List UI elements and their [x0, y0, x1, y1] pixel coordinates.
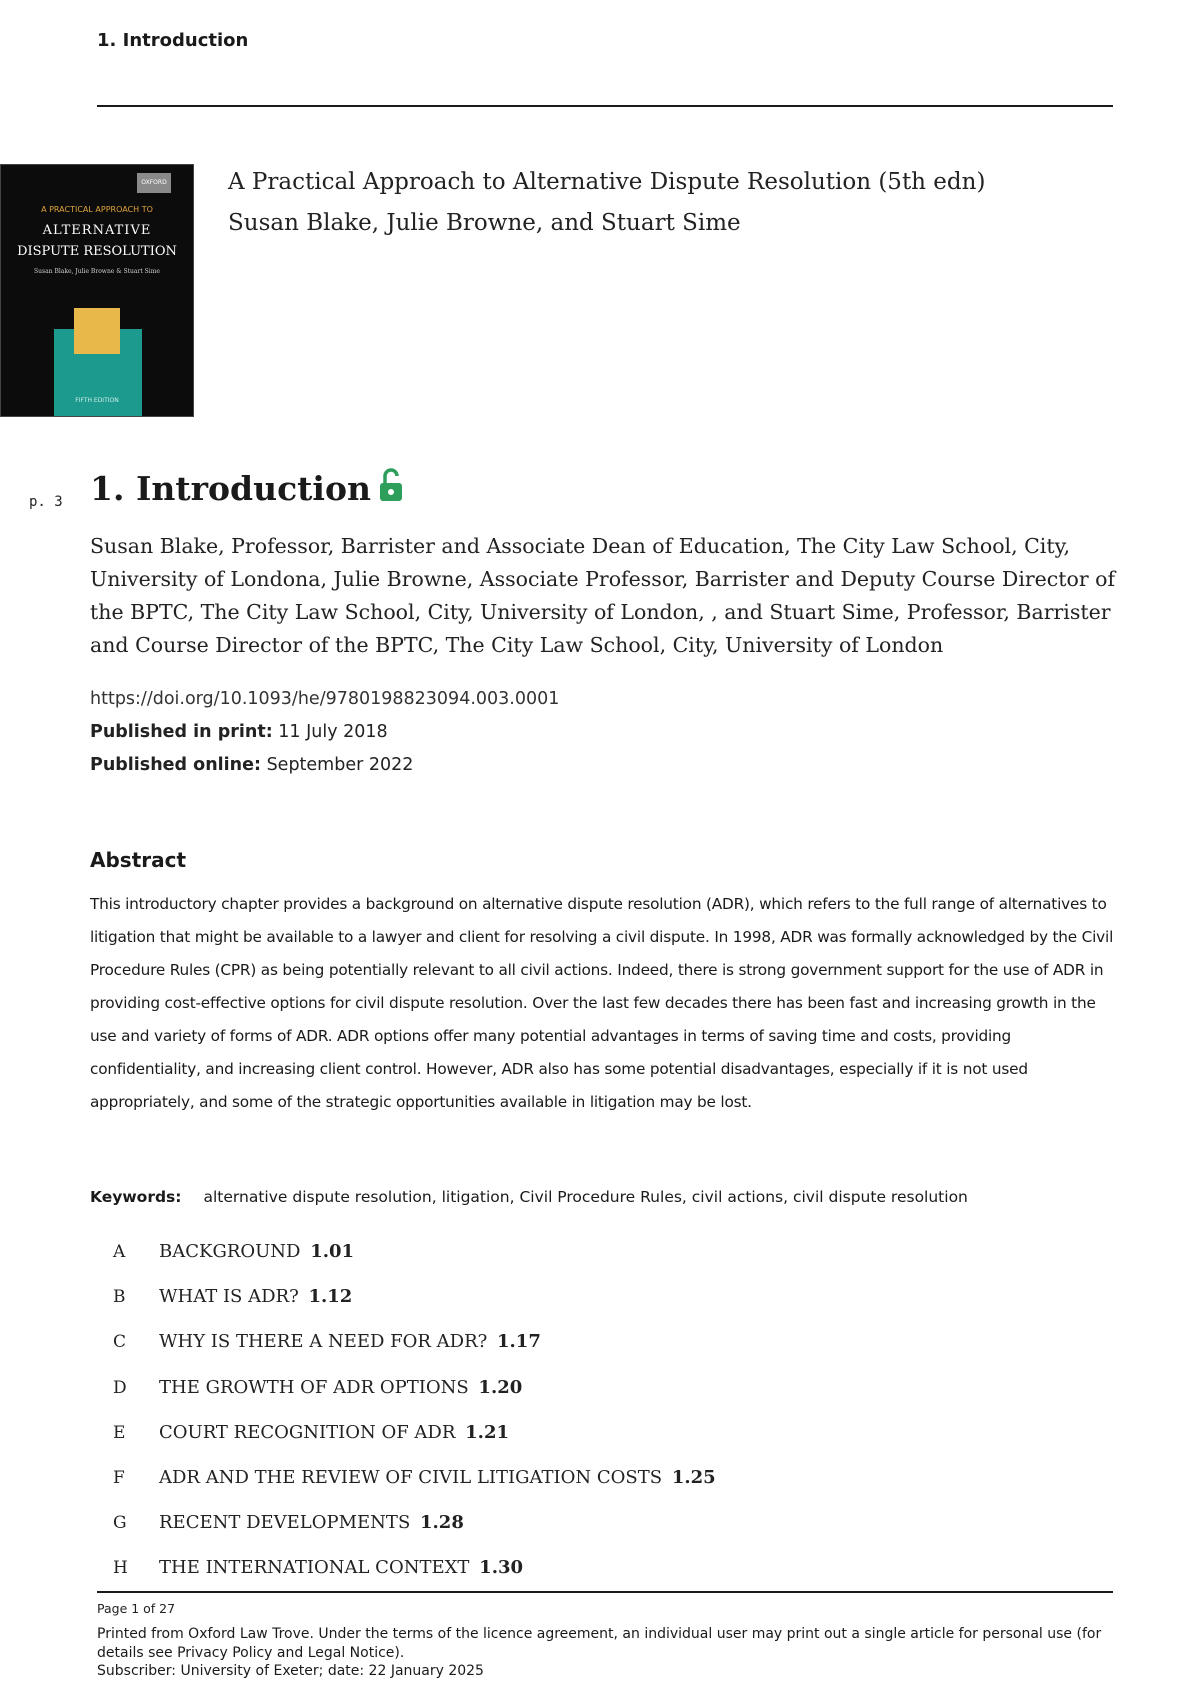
toc-number[interactable]: 1.12: [308, 1286, 353, 1308]
toc-title[interactable]: THE GROWTH OF ADR OPTIONS: [159, 1376, 469, 1398]
footer-rule: [97, 1591, 1113, 1593]
book-cover: [0, 164, 194, 417]
book-info: [228, 162, 985, 244]
published-online: [90, 755, 413, 775]
toc-title[interactable]: BACKGROUND: [159, 1241, 301, 1262]
toc-item[interactable]: [113, 1331, 716, 1376]
toc-letter: G: [113, 1513, 127, 1534]
toc-number[interactable]: 1.17: [497, 1331, 541, 1353]
keywords: [90, 1188, 968, 1206]
cover-gold-block: [74, 308, 120, 354]
footer-licence: Printed from Oxford Law Trove. Under the terms of the licence agreement, an individual user may print out a single article for personal use (for details see Privacy Policy and Legal Notice).: [97, 1626, 1102, 1661]
footer-subscriber: Subscriber: University of Exeter; date: 22 January 2025: [97, 1663, 484, 1679]
published-print-label: Published in print:: [90, 722, 273, 742]
toc-item[interactable]: [113, 1286, 716, 1331]
page-number: Page 1 of 27: [97, 1601, 176, 1616]
toc-letter: A: [113, 1242, 126, 1262]
chapter-title: 1. Introduction: [90, 469, 371, 508]
published-print: [90, 722, 388, 742]
toc-item[interactable]: [113, 1512, 716, 1557]
toc-title[interactable]: WHAT IS ADR?: [159, 1286, 299, 1308]
toc-letter: D: [113, 1377, 127, 1398]
chapter-heading: [90, 468, 403, 510]
header-rule: [97, 105, 1113, 107]
table-of-contents: [113, 1241, 716, 1603]
publisher-badge: OXFORD: [137, 173, 171, 193]
chapter-authors: Susan Blake, Professor, Barrister and Associate Dean of Education, The City Law School, City, University of Londona, Julie Browne, Associate Professor, Barrister and Deputy Course Director of the BPTC, The City Law School, City, University of London, , and Stuart Sime, Professor, Barrister and Course Director of the BPTC, The City Law School, City, University of London: [90, 534, 1116, 657]
book-title[interactable]: A Practical Approach to Alternative Dispute Resolution (5th edn): [228, 169, 986, 195]
book-authors: Susan Blake, Julie Browne, and Stuart Sime: [228, 210, 741, 236]
toc-number[interactable]: 1.01: [310, 1241, 355, 1262]
toc-title[interactable]: THE INTERNATIONAL CONTEXT: [159, 1557, 470, 1579]
page-marker: p. 3: [29, 494, 63, 510]
toc-item[interactable]: [113, 1241, 716, 1286]
toc-number[interactable]: 1.20: [478, 1376, 523, 1398]
toc-title[interactable]: WHY IS THERE A NEED FOR ADR?: [159, 1331, 488, 1353]
published-print-date: 11 July 2018: [278, 722, 388, 742]
toc-letter: H: [113, 1558, 128, 1579]
toc-item[interactable]: [113, 1377, 716, 1422]
keywords-label: Keywords:: [90, 1188, 182, 1206]
cover-title-line2: DISPUTE RESOLUTION: [17, 244, 177, 259]
published-online-date: September 2022: [266, 755, 414, 775]
published-online-label: Published online:: [90, 755, 261, 775]
footer-notice: [97, 1625, 1113, 1681]
toc-item[interactable]: [113, 1557, 716, 1602]
toc-item[interactable]: [113, 1422, 716, 1467]
toc-title[interactable]: COURT RECOGNITION OF ADR: [159, 1421, 456, 1443]
toc-number[interactable]: 1.25: [671, 1466, 716, 1488]
abstract-heading: Abstract: [90, 848, 187, 872]
toc-letter: E: [113, 1422, 126, 1443]
doi-link[interactable]: https://doi.org/10.1093/he/9780198823094.003.0001: [90, 689, 560, 709]
keywords-list: alternative dispute resolution, litigation, Civil Procedure Rules, civil actions, civil dispute resolution: [203, 1188, 968, 1206]
running-head: 1. Introduction: [97, 30, 249, 51]
cover-edition: FIFTH EDITION: [75, 397, 119, 404]
toc-number[interactable]: 1.28: [420, 1512, 464, 1534]
toc-number[interactable]: 1.30: [479, 1557, 524, 1579]
abstract-text: This introductory chapter provides a background on alternative dispute resolution (ADR), which refers to the full range of alternatives to litigation that might be available to a lawyer and client for resolving a civil dispute. In 1998, ADR was formally acknowledged by the Civil Procedure Rules (CPR) as being potentially relevant to all civil actions. Indeed, there is strong government support for the use of ADR in providing cost-effective options for civil dispute resolution. Over the last few decades there has been fast and increasing growth in the use and variety of forms of ADR. ADR options offer many potential advantages in terms of saving time and costs, providing confidentiality, and increasing client control. However, ADR also has some potential disadvantages, especially if it is not used appropriately, and some of the strategic opportunities available in litigation may be lost.: [90, 895, 1114, 1111]
toc-number[interactable]: 1.21: [465, 1421, 509, 1443]
toc-title[interactable]: RECENT DEVELOPMENTS: [159, 1512, 411, 1534]
cover-kicker: A PRACTICAL APPROACH TO: [41, 205, 153, 214]
open-lock-icon: [379, 468, 403, 510]
toc-letter: B: [113, 1287, 126, 1308]
toc-letter: C: [113, 1332, 127, 1353]
toc-title[interactable]: ADR AND THE REVIEW OF CIVIL LITIGATION COSTS: [159, 1466, 663, 1488]
cover-title-line1: ALTERNATIVE: [42, 223, 152, 238]
toc-letter: F: [113, 1467, 125, 1488]
cover-authors: Susan Blake, Julie Browne & Stuart Sime: [34, 268, 160, 275]
toc-item[interactable]: [113, 1467, 716, 1512]
